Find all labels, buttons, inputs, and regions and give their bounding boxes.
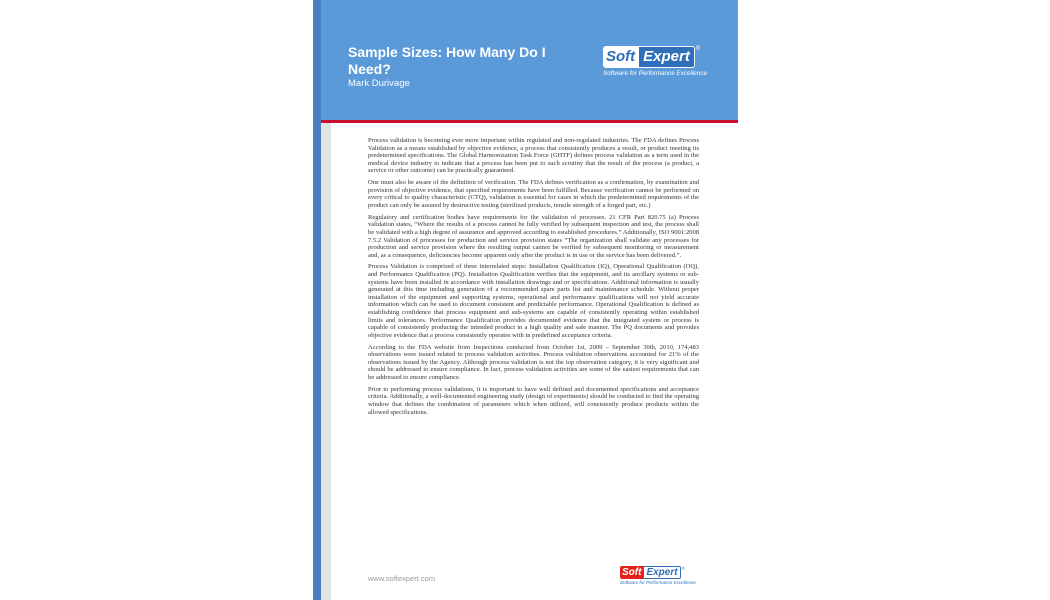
body-paragraph: One must also be aware of the definition of verification. The FDA defines verification as a confirmation, by examination and provision of objective evidence, that specified requirements have been fulfilled. Because verification cannot be performed on every critical to quality characteristic (CTQ), validation is essential for cases in which the predetermined requirements of the product can only be assured by destructive testing (sterilized products, tensile strength of a forged part, etc.) [368,179,699,209]
footer-logo-registered-mark: ® [681,566,685,571]
logo-expert-text: Expert [638,46,695,68]
author-name: Mark Durivage [348,78,410,89]
body-paragraph: Process validation is becoming ever more important within regulated and non-regulated industries. The FDA defines Process Validation as a means established by objective evidence, a process that consistently produces a result, or product meeting its predetermined specifications. The Global Harmonization Task Force (GHTF) defines process validation as a term used in the medical device industry to indicate that a process has been put to such scrutiny that the result of the process (a product, a service or other outcome) can be practically guaranteed. [368,137,699,175]
footer-logo-mark [620,566,700,579]
body-paragraph: According to the FDA website from Inspections conducted from October 1st, 2009 – September 30th, 2010, 174,483 observations were issued related to process validation activities. Process validation observations accounted for 21% of the observations issued by the Agency. Although process validation is not the top observation category, it is very significant and should be addressed to ensure compliance. In fact, process validation activities are some of the easiest requirements that can be addressed to ensure compliance. [368,343,699,381]
document-header [321,0,738,120]
footer-logo-tagline: Software for Performance Excellence [620,580,696,585]
body-paragraph: Prior to performing process validations, it is important to have well defined and documented specifications and acceptance criteria. Additionally, a well-documented engineering study (design of experiments) should be conducted to find the operating window that defines the combination of parameters which when utilized, will consistently produce products within the allowed specifications. [368,385,699,416]
footer-url: www.softexpert.com [368,574,436,583]
footer-logo-expert-text: Expert [643,566,680,579]
footer-softexpert-logo [620,566,700,592]
page-title: Sample Sizes: How Many Do I Need? [348,44,546,77]
logo-soft-text: Soft [603,46,638,68]
logo-tagline: Software for Performance Excellence [603,70,707,77]
page-left-gray-strip [321,120,331,600]
header-divider [321,120,738,123]
footer-logo-soft-text: Soft [622,567,642,578]
document-body [368,137,699,420]
page-left-accent-bar [313,0,321,600]
softexpert-logo [603,46,718,86]
document-page [313,0,738,600]
logo-registered-mark: ® [695,46,701,52]
body-paragraph: Process Validation is comprised of three interrelated steps: Installation Qualification (IQ), Operational Qualification (OQ), and Performance Qualification (PQ). Installation Qualification verifies that the equipment, and its ancillary systems or sub-systems have been installed in accordance with installation drawings and or specifications. Additional information is usually generated at this time including generation of a recommended spare parts list and maintenance schedule. Without proper installation of the equipment and supporting systems, operational and performance qualifications will not yield accurate information which can be used to document consistent and predictable performance. Operational Qualification is defined as establishing confidence that process equipment and sub-systems are capable of consistently operating within established limits and tolerances. Performance Qualification provides documented evidence that the integrated system or process is capable of consistently producing the intended product in a high quality and safe manner. The PQ documents and provides objective evidence that a process consistently operates with in predefined acceptance criteria. [368,263,699,339]
logo-mark [603,46,718,68]
body-paragraph: Regulatory and certification bodies have requirements for the validation of processes. 21 CFR Part 820.75 (a) Process validation states, “Where the results of a process cannot be fully verified by subsequent inspection and test, the process shall be validated with a high degree of assurance and approved according to established procedures.” Additionally, ISO 9001:2008 7.5.2 Validation of processes for production and service provision states “The organization shall validate any processes for production and service provision where the resulting output cannot be verified by subsequent monitoring or measurement and, as a consequence, deficiencies become apparent only after the product is in use or the service has been delivered.”. [368,213,699,259]
